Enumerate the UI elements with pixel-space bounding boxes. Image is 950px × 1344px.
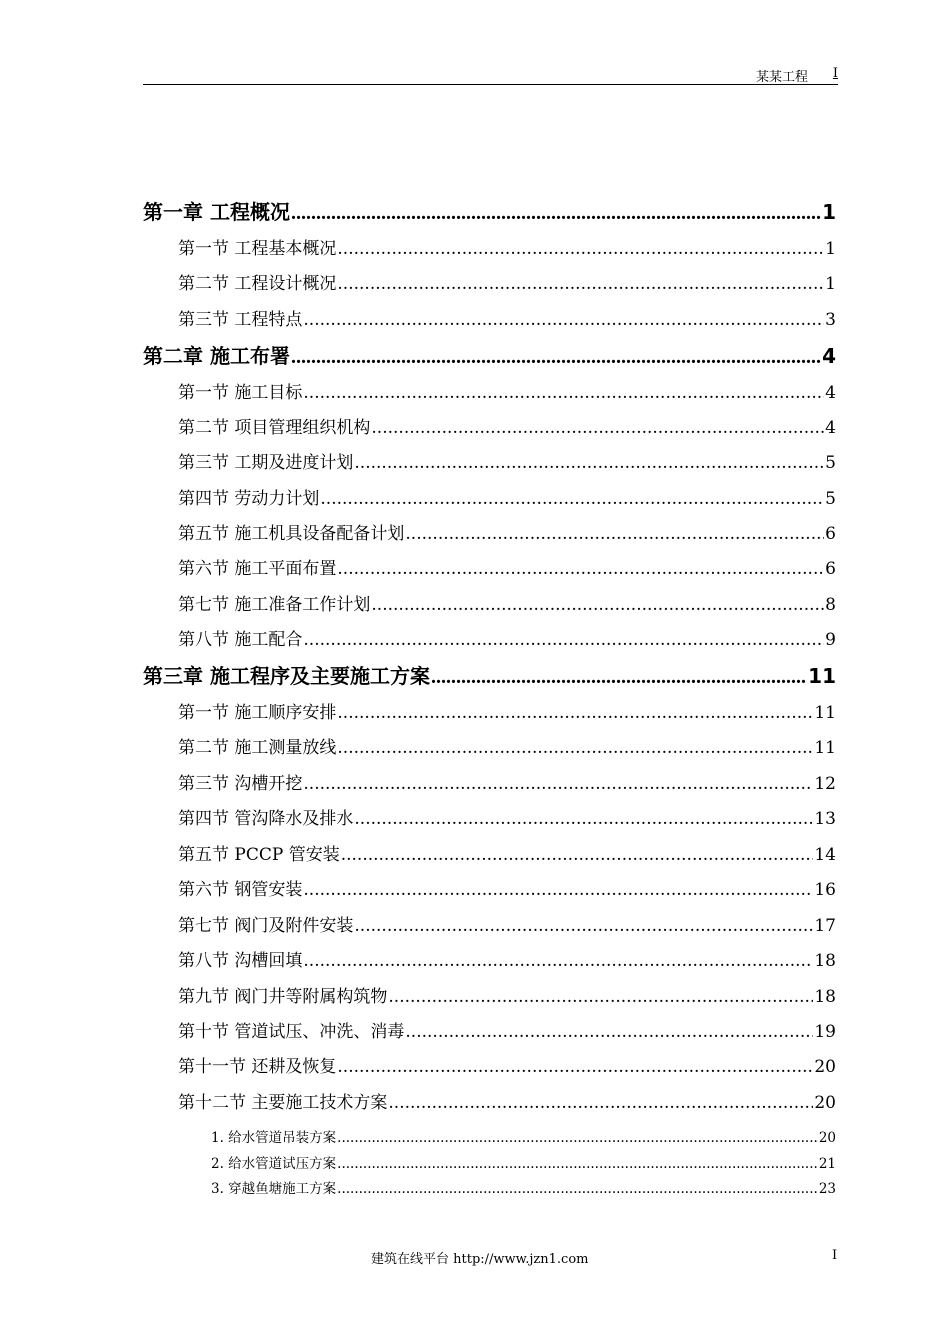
toc-entry-section[interactable] bbox=[178, 1052, 836, 1076]
toc-entry-page: 11 bbox=[808, 664, 836, 688]
toc-entry-section[interactable] bbox=[178, 590, 836, 614]
toc-entry-page: 8 bbox=[825, 595, 836, 615]
toc-entry-page: 3 bbox=[825, 310, 836, 330]
toc-leader-dots bbox=[337, 703, 813, 723]
toc-entry-section[interactable] bbox=[178, 982, 836, 1006]
toc-entry-section[interactable] bbox=[178, 875, 836, 899]
toc-entry-section[interactable] bbox=[178, 448, 836, 472]
toc-leader-dots bbox=[341, 845, 814, 865]
toc-entry-page: 4 bbox=[825, 418, 836, 438]
toc-leader-dots bbox=[303, 951, 813, 971]
toc-leader-dots bbox=[431, 666, 807, 689]
toc-entry-label: 第九节 阀门井等附属构筑物 bbox=[178, 987, 388, 1007]
toc-leader-dots bbox=[354, 453, 824, 473]
toc-entry-label: 第一章 工程概况 bbox=[143, 200, 290, 224]
toc-leader-dots bbox=[337, 1181, 818, 1197]
toc-entry-section[interactable] bbox=[178, 554, 836, 578]
toc-entry-page: 1 bbox=[825, 274, 836, 294]
toc-entry-page: 5 bbox=[825, 453, 836, 473]
toc-entry-page: 4 bbox=[825, 383, 836, 403]
toc-leader-dots bbox=[337, 738, 813, 758]
toc-leader-dots bbox=[371, 595, 824, 615]
toc-entry-label: 第三节 工期及进度计划 bbox=[178, 453, 354, 473]
toc-leader-dots bbox=[303, 880, 813, 900]
toc-entry-section[interactable] bbox=[178, 911, 836, 935]
toc-entry-label: 3. 穿越鱼塘施工方案 bbox=[211, 1181, 337, 1197]
toc-entry-chapter[interactable] bbox=[143, 340, 836, 366]
toc-entry-label: 第六节 钢管安装 bbox=[178, 880, 303, 900]
toc-leader-dots bbox=[320, 489, 824, 509]
toc-leader-dots bbox=[405, 1022, 813, 1042]
toc-entry-label: 第五节 施工机具设备配备计划 bbox=[178, 524, 405, 544]
toc-leader-dots bbox=[337, 1130, 818, 1146]
toc-entry-label: 第一节 工程基本概况 bbox=[178, 239, 337, 259]
toc-entry-section[interactable] bbox=[178, 1088, 836, 1112]
toc-entry-label: 第十一节 还耕及恢复 bbox=[178, 1057, 337, 1077]
toc-entry-label: 第一节 施工目标 bbox=[178, 383, 303, 403]
toc-leader-dots bbox=[354, 916, 813, 936]
toc-leader-dots bbox=[303, 630, 824, 650]
toc-entry-label: 第四节 管沟降水及排水 bbox=[178, 809, 354, 829]
toc-entry-label: 2. 给水管道试压方案 bbox=[211, 1156, 337, 1172]
toc-entry-section[interactable] bbox=[178, 234, 836, 258]
toc-entry-page: 6 bbox=[825, 524, 836, 544]
toc-entry-page: 18 bbox=[814, 951, 836, 971]
toc-entry-page: 20 bbox=[814, 1057, 836, 1077]
toc-leader-dots bbox=[303, 310, 824, 330]
toc-entry-label: 第一节 施工顺序安排 bbox=[178, 703, 337, 723]
toc-entry-page: 9 bbox=[825, 630, 836, 650]
page-header bbox=[143, 64, 838, 85]
toc-entry-section[interactable] bbox=[178, 769, 836, 793]
toc-entry-label: 第十节 管道试压、冲洗、消毒 bbox=[178, 1022, 405, 1042]
toc-entry-label: 第三节 沟槽开挖 bbox=[178, 774, 303, 794]
toc-leader-dots bbox=[291, 202, 821, 225]
toc-entry-sub[interactable] bbox=[211, 1152, 836, 1172]
toc-entry-section[interactable] bbox=[178, 378, 836, 402]
toc-entry-label: 第八节 施工配合 bbox=[178, 630, 303, 650]
toc-leader-dots bbox=[354, 809, 813, 829]
footer-text: 建筑在线平台 http://www.jzn1.com bbox=[371, 1252, 589, 1267]
toc-entry-section[interactable] bbox=[178, 733, 836, 757]
toc-entry-page: 20 bbox=[814, 1093, 836, 1113]
toc-entry-section[interactable] bbox=[178, 484, 836, 508]
toc-entry-label: 第三章 施工程序及主要施工方案 bbox=[143, 664, 430, 688]
header-page-number: I bbox=[832, 66, 838, 81]
toc-entry-section[interactable] bbox=[178, 269, 836, 293]
toc-entry-label: 第六节 施工平面布置 bbox=[178, 559, 337, 579]
toc-entry-section[interactable] bbox=[178, 946, 836, 970]
toc-entry-section[interactable] bbox=[178, 804, 836, 828]
toc-entry-page: 4 bbox=[822, 344, 836, 368]
toc-entry-section[interactable] bbox=[178, 698, 836, 722]
toc-leader-dots bbox=[337, 274, 824, 294]
toc-leader-dots bbox=[337, 559, 824, 579]
toc-entry-page: 21 bbox=[818, 1156, 836, 1172]
toc-entry-page: 13 bbox=[814, 809, 836, 829]
footer-page-number: I bbox=[832, 1248, 838, 1263]
toc-entry-page: 1 bbox=[825, 239, 836, 259]
toc-leader-dots bbox=[303, 383, 824, 403]
toc-leader-dots bbox=[388, 1093, 813, 1113]
toc-entry-sub[interactable] bbox=[211, 1177, 836, 1197]
toc-entry-page: 23 bbox=[818, 1181, 836, 1197]
toc-entry-page: 17 bbox=[814, 916, 836, 936]
toc-entry-page: 6 bbox=[825, 559, 836, 579]
toc-entry-section[interactable] bbox=[178, 840, 836, 864]
toc-entry-page: 16 bbox=[814, 880, 836, 900]
toc-entry-label: 第二章 施工布署 bbox=[143, 344, 290, 368]
toc-entry-sub[interactable] bbox=[211, 1126, 836, 1146]
toc-entry-page: 1 bbox=[822, 200, 836, 224]
toc-entry-section[interactable] bbox=[178, 305, 836, 329]
toc-leader-dots bbox=[291, 346, 821, 369]
toc-entry-chapter[interactable] bbox=[143, 660, 836, 686]
toc-entry-page: 20 bbox=[818, 1130, 836, 1146]
toc-leader-dots bbox=[303, 774, 813, 794]
toc-entry-label: 第三节 工程特点 bbox=[178, 310, 303, 330]
header-title: 某某工程 bbox=[755, 70, 808, 85]
toc-entry-page: 11 bbox=[814, 703, 836, 723]
toc-leader-dots bbox=[337, 1156, 818, 1172]
toc-leader-dots bbox=[337, 239, 824, 259]
toc-leader-dots bbox=[388, 987, 813, 1007]
toc-entry-label: 第二节 施工测量放线 bbox=[178, 738, 337, 758]
toc-entry-section[interactable] bbox=[178, 1017, 836, 1041]
toc-entry-page: 12 bbox=[814, 774, 836, 794]
toc-entry-label: 第四节 劳动力计划 bbox=[178, 489, 320, 509]
toc-entry-section[interactable] bbox=[178, 519, 836, 543]
toc-entry-section[interactable] bbox=[178, 413, 836, 437]
toc-entry-label: 第十二节 主要施工技术方案 bbox=[178, 1093, 388, 1113]
toc-entry-page: 18 bbox=[814, 987, 836, 1007]
toc-entry-label: 第七节 施工准备工作计划 bbox=[178, 595, 371, 615]
toc-entry-section[interactable] bbox=[178, 625, 836, 649]
toc-entry-page: 11 bbox=[814, 738, 836, 758]
toc-entry-label: 第二节 项目管理组织机构 bbox=[178, 418, 371, 438]
toc-entry-label: 第七节 阀门及附件安装 bbox=[178, 916, 354, 936]
toc-entry-label: 第二节 工程设计概况 bbox=[178, 274, 337, 294]
toc-leader-dots bbox=[337, 1057, 813, 1077]
toc-entry-label: 第八节 沟槽回填 bbox=[178, 951, 303, 971]
toc-entry-page: 19 bbox=[814, 1022, 836, 1042]
toc-leader-dots bbox=[371, 418, 824, 438]
toc-entry-label: 1. 给水管道吊装方案 bbox=[211, 1130, 337, 1146]
toc-entry-page: 14 bbox=[814, 845, 836, 865]
toc-entry-label: 第五节 PCCP 管安装 bbox=[178, 845, 340, 865]
toc-entry-page: 5 bbox=[825, 489, 836, 509]
toc-entry-chapter[interactable] bbox=[143, 196, 836, 222]
toc-leader-dots bbox=[405, 524, 824, 544]
